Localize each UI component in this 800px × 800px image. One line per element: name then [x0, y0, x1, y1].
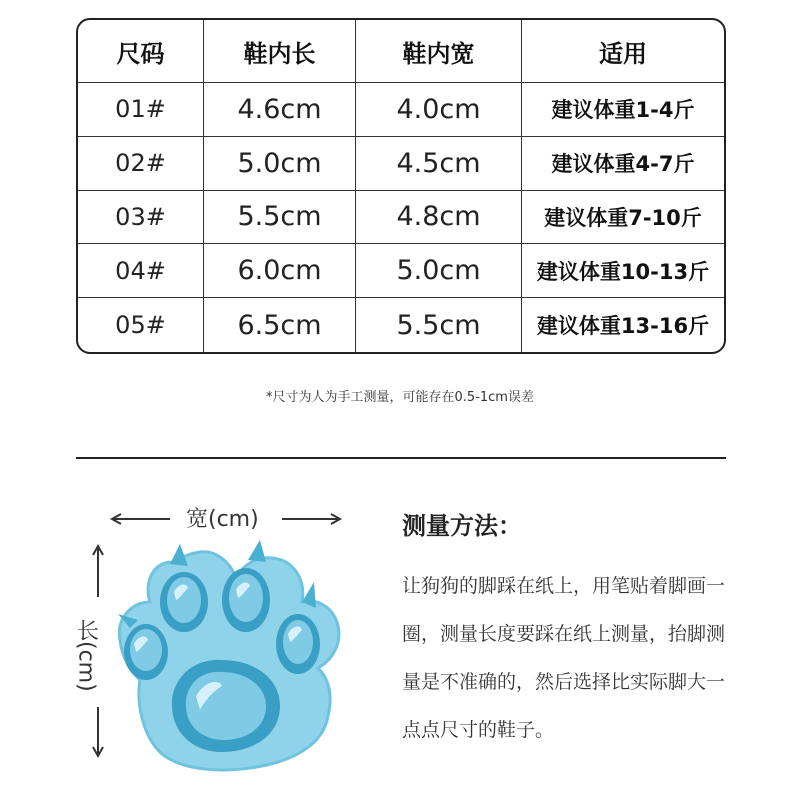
- row5-weight: 建议体重13-16斤: [536, 314, 710, 339]
- method-body: 让狗狗的脚踩在纸上，用笔贴着脚画一圈，测量长度要踩在纸上测量，抬脚测量是不准确的，然后选择比实际脚大一点点尺寸的鞋子。: [402, 575, 726, 741]
- length-label: 长(cm): [73, 618, 99, 692]
- header-size: 尺码: [78, 20, 204, 83]
- toe-pad-1-inner: [130, 629, 162, 671]
- row2-weight: 建议体重4-7斤: [522, 137, 724, 191]
- row1-width: 4.0cm: [356, 83, 522, 137]
- section-divider: [76, 457, 726, 459]
- toe-pad-3-inner: [229, 574, 263, 622]
- row1-weight: 建议体重1-4斤: [522, 83, 724, 137]
- row2-size: 02#: [78, 137, 204, 191]
- row4-width: 5.0cm: [356, 244, 522, 298]
- row2-width: 4.5cm: [356, 137, 522, 191]
- row1-size: 01#: [78, 83, 204, 137]
- method-title: 测量方法：: [402, 512, 522, 540]
- row3-size: 03#: [78, 191, 204, 245]
- size-table: [76, 18, 726, 354]
- measurement-note: *尺寸为人为手工测量，可能存在0.5-1cm误差: [266, 390, 534, 405]
- row4-weight: 建议体重10-13斤: [522, 244, 724, 298]
- row1-length: 4.6cm: [204, 83, 356, 137]
- row4-length: 6.0cm: [204, 244, 356, 298]
- paw-icon: [112, 540, 348, 776]
- header-width: 鞋内宽: [356, 20, 522, 83]
- header-length: 鞋内长: [204, 20, 356, 83]
- width-label: 宽(cm): [186, 507, 259, 532]
- row5-length: 6.5cm: [204, 298, 356, 352]
- row3-width: 4.8cm: [356, 191, 522, 245]
- row2-length: 5.0cm: [204, 137, 356, 191]
- row5-size: 05#: [78, 298, 204, 352]
- row5-width: 5.5cm: [356, 298, 522, 352]
- toe-pad-2-inner: [167, 577, 201, 623]
- header-suitable: 适用: [522, 20, 724, 83]
- row3-length: 5.5cm: [204, 191, 356, 245]
- row3-weight: 建议体重7-10斤: [522, 191, 724, 245]
- row4-size: 04#: [78, 244, 204, 298]
- claw-2: [248, 540, 266, 562]
